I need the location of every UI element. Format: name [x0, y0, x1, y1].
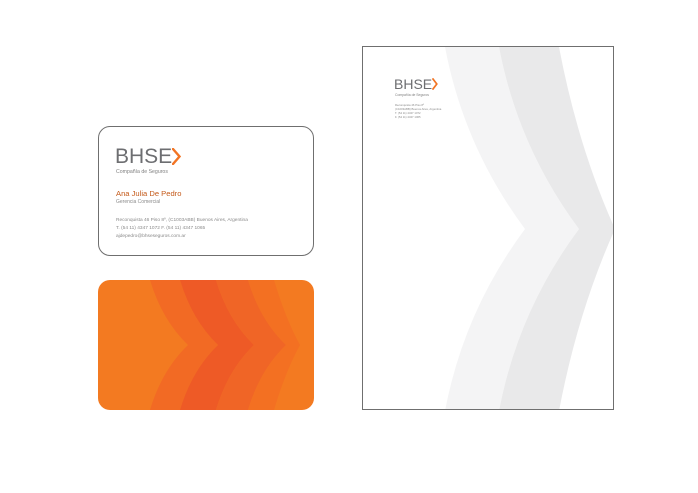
- card-email: ajdepedro@bhseseguros.com.ar: [116, 234, 186, 239]
- brand-tagline: Compañía de Seguros: [116, 169, 168, 175]
- letterhead-chevron-pattern: [363, 47, 614, 410]
- letter-address-line: Reconquista 46 Piso 8º: [395, 103, 425, 107]
- chevron-pattern: [98, 280, 314, 410]
- letter-address-line: F. (54 11) 4347 1065: [395, 115, 421, 119]
- letterhead: [362, 46, 614, 410]
- brand-logo: [115, 146, 181, 167]
- brand-name: BHSE: [115, 145, 173, 168]
- chevron-logo-icon: [172, 148, 181, 165]
- letter-address-line: (C1003ABB) Buenos Aires, Argentina: [395, 107, 442, 111]
- person-role: Gerencia Comercial: [116, 199, 161, 205]
- person-name: Ana Julia De Pedro: [116, 189, 182, 198]
- business-card-front: [98, 126, 314, 256]
- letter-brand-logo: [394, 77, 438, 91]
- card-address: Reconquista 46 Piso 8º, (C1003ABB) Buenos Aires, Argentina: [116, 218, 248, 223]
- card-phones: T. (54 11) 4347 1072 F. (54 11) 4347 1065: [116, 226, 206, 231]
- business-card-back: [98, 280, 314, 410]
- letter-brand-tagline: Compañía de Seguros: [395, 93, 429, 97]
- letter-brand-name: BHSE: [394, 76, 433, 92]
- letter-address-line: T. (54 11) 4347 1072: [395, 111, 421, 115]
- chevron-logo-icon: [432, 78, 438, 90]
